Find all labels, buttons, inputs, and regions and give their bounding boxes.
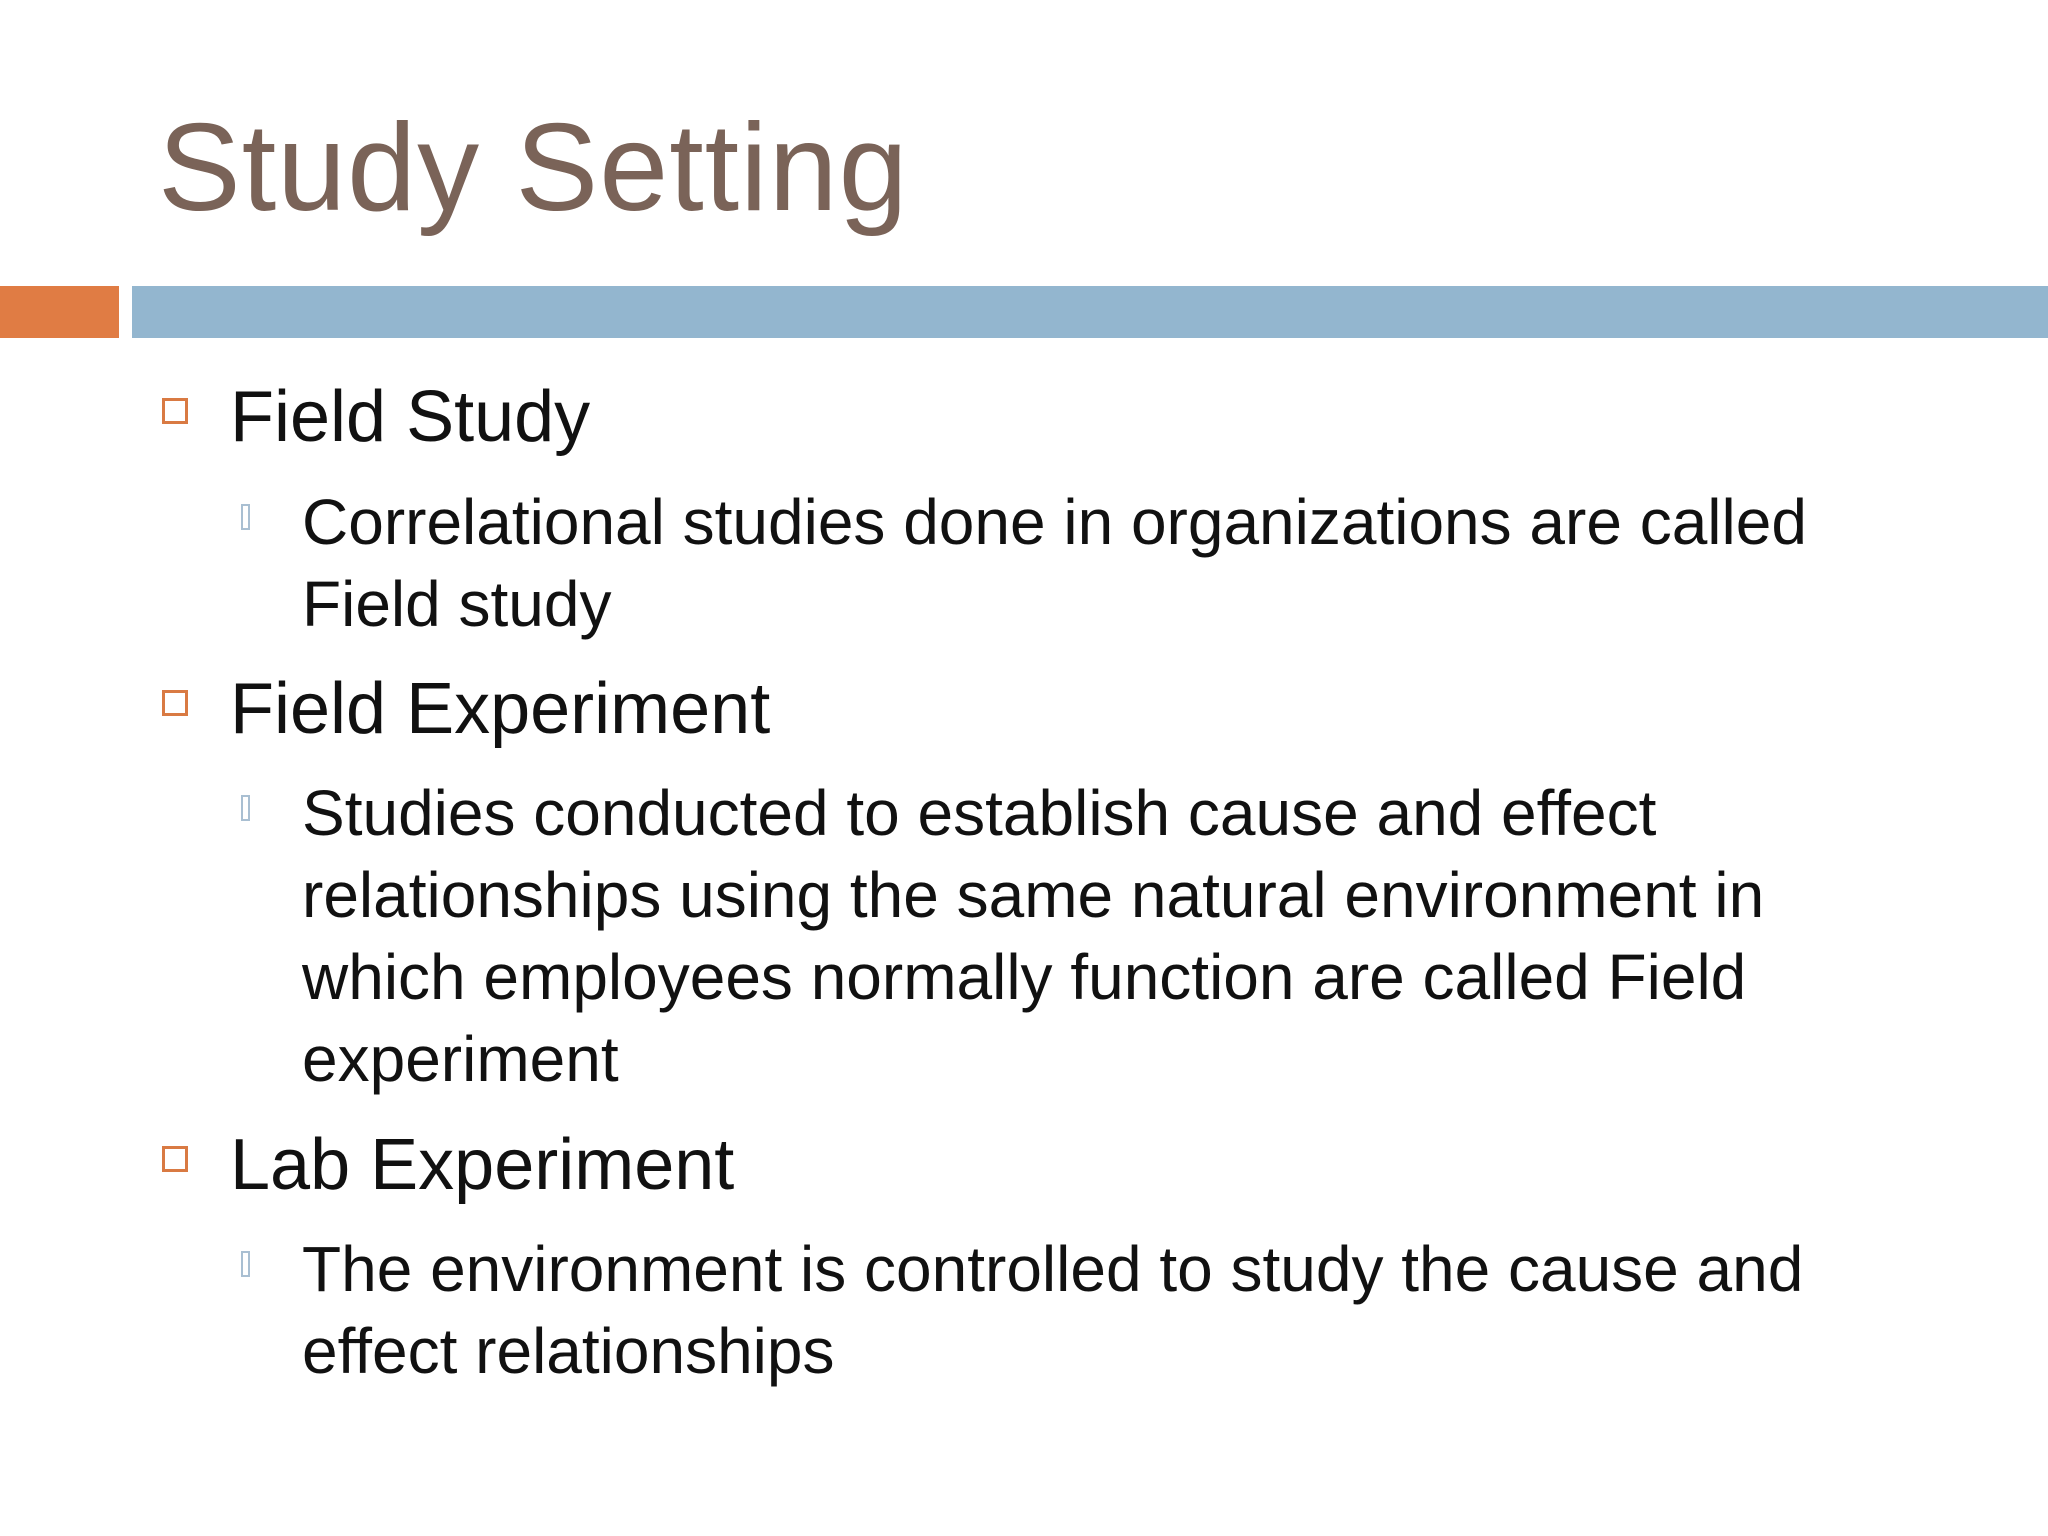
sub-bullet-icon: [241, 1251, 250, 1277]
square-bullet-icon: [162, 690, 188, 716]
bullet-heading-lab-experiment: Lab Experiment: [230, 1125, 735, 1205]
bullet-heading-field-experiment: Field Experiment: [230, 669, 771, 749]
bullet-text-lab-experiment: The environment is controlled to study the cause and effect relationships: [302, 1233, 1804, 1387]
square-bullet-icon: [162, 1146, 188, 1172]
sub-bullet-icon: [241, 795, 250, 821]
square-bullet-icon: [162, 398, 188, 424]
bullet-heading-field-study: Field Study: [230, 377, 591, 457]
sub-bullet-icon: [241, 504, 250, 530]
slide-title: Study Setting: [158, 99, 909, 237]
bullet-text-field-experiment: Studies conducted to establish cause and effect relationships using the same natural environment in which employees normally function are called Field experiment: [302, 777, 1765, 1095]
bullet-text-field-study: Correlational studies done in organizations are called Field study: [302, 486, 1807, 640]
